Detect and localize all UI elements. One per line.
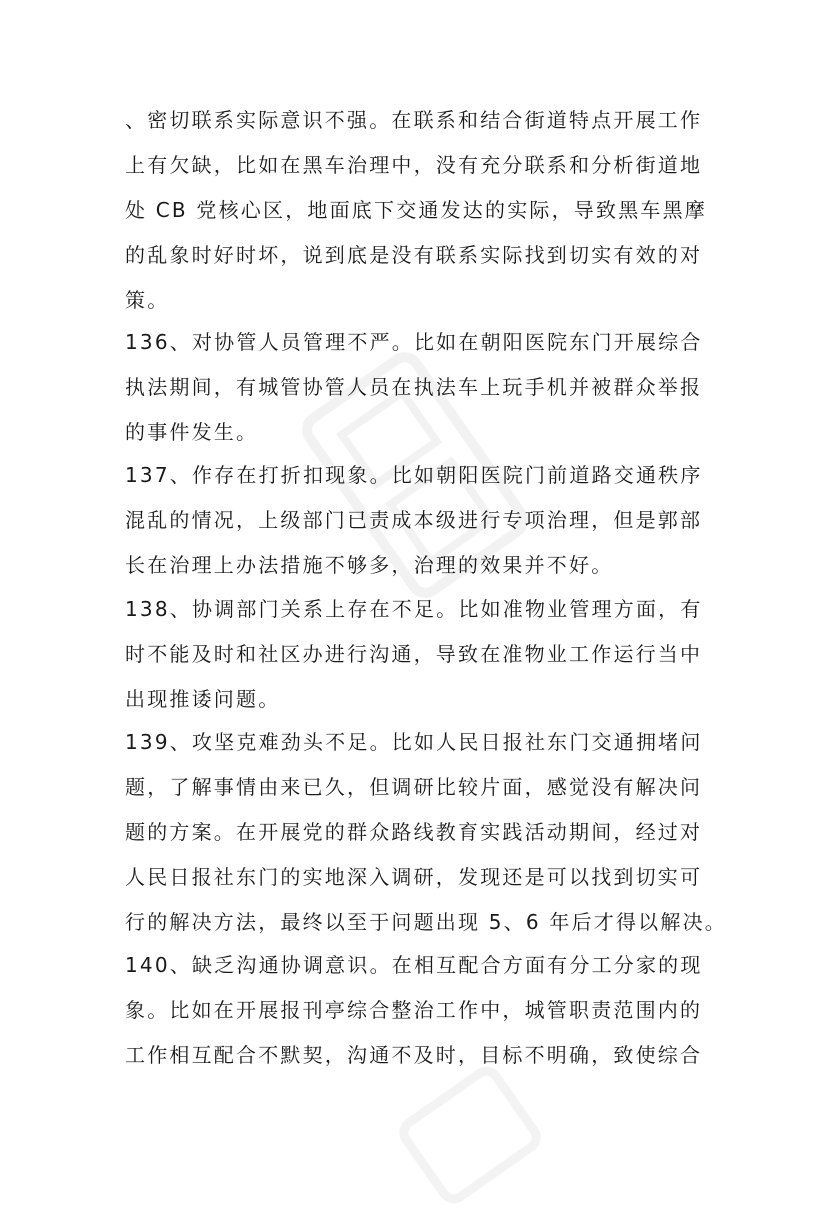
document-line: 139、攻坚克难劲头不足。比如人民日报社东门交通拥堵问 [125,730,703,754]
document-line: 长在治理上办法措施不够多，治理的效果并不好。 [125,553,614,577]
document-line: 行的解决方法，最终以至于问题出现 5、6 年后才得以解决。 [125,910,727,934]
document-line: 138、协调部门关系上存在不足。比如准物业管理方面，有 [125,597,703,621]
document-line: 的乱象时好时坏，说到底是没有联系实际找到切实有效的对 [125,243,703,267]
document-line: 137、作存在打折扣现象。比如朝阳医院门前道路交通秩序 [125,463,703,487]
document-line: 策。 [125,288,170,312]
document-line: 题，了解事情由来已久，但调研比较片面，感觉没有解决问 [125,775,703,799]
document-line: 象。比如在开展报刊亭综合整治工作中，城管职责范围内的 [125,998,703,1022]
document-line: 执法期间，有城管协管人员在执法车上玩手机并被群众举报 [125,375,703,399]
document-line: 的事件发生。 [125,420,259,444]
document-line: 混乱的情况，上级部门已责成本级进行专项治理，但是郭部 [125,508,703,532]
document-line: 人民日报社东门的实地深入调研，发现还是可以找到切实可 [125,865,703,889]
document-line: 工作相互配合不默契，沟通不及时，目标不明确，致使综合 [125,1043,703,1067]
document-line: 时不能及时和社区办进行沟通，导致在准物业工作运行当中 [125,642,703,666]
document-line: 处 CB 党核心区，地面底下交通发达的实际，导致黑车黑摩 [125,198,707,222]
watermark-fragment-icon [381,1050,559,1220]
document-line: 140、缺乏沟通协调意识。在相互配合方面有分工分家的现 [125,953,703,977]
document-line: 出现推诿问题。 [125,687,281,711]
document-line: 题的方案。在开展党的群众路线教育实践活动期间，经过对 [125,820,703,844]
document-line: 、密切联系实际意识不强。在联系和结合街道特点开展工作 [125,108,703,132]
document-line: 上有欠缺，比如在黑车治理中，没有充分联系和分析街道地 [125,153,703,177]
document-line: 136、对协管人员管理不严。比如在朝阳医院东门开展综合 [125,330,703,354]
